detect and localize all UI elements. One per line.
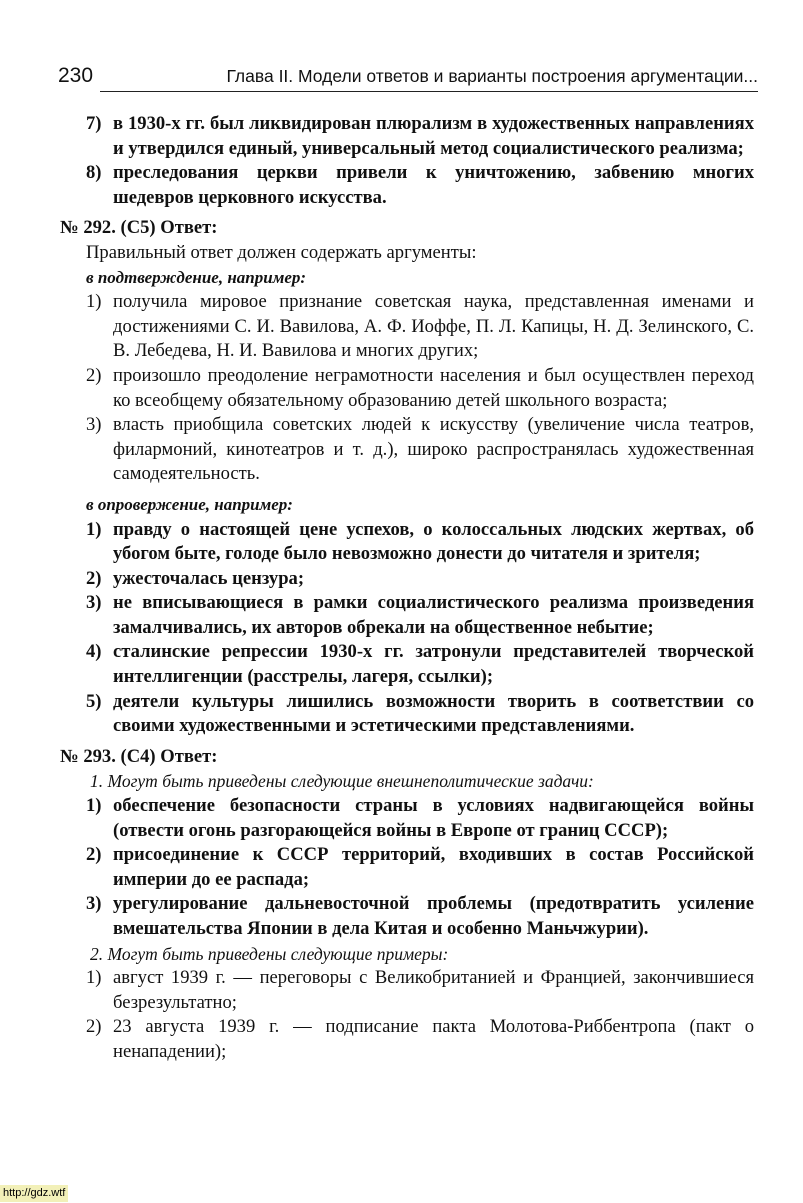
- list-item: 3) урегулирование дальневосточной проблемы (предотвратить усиление вмешательства Японии в дела Китая и особенно Маньчжурии).: [86, 893, 754, 939]
- header-rule: [100, 91, 758, 92]
- page-number: 230: [58, 64, 94, 87]
- confirm-label: в подтверждение, например:: [86, 267, 307, 287]
- list-item: 1) получила мировое признание советская наука, представленная именами и достижениями С. И. Вавилова, А. Ф. Иоффе, П. Л. Капицы, Н. Д. Зелинского, С. В. Лебедева, Н. И. Вавилова и многих других;: [86, 291, 754, 362]
- refute-list: [60, 518, 754, 739]
- list-item: 2) ужесточалась цензура;: [86, 567, 305, 589]
- continued-list: [60, 112, 754, 210]
- list-item: 4) сталинские репрессии 1930-х гг. затронули представителей творческой интеллигенции (расстрелы, лагеря, ссылки);: [86, 641, 754, 688]
- confirm-list: [60, 290, 754, 487]
- page-body: [60, 112, 754, 1065]
- refute-label: в опровержение, например:: [86, 494, 293, 514]
- page-header: [58, 64, 758, 92]
- answer-intro: Правильный ответ должен содержать аргументы:: [86, 241, 477, 263]
- question-293-heading: № 293. (С4) Ответ:: [60, 745, 218, 767]
- part1-list: [60, 794, 754, 942]
- list-item: 2) 23 августа 1939 г. — подписание пакта Молотова-Риббентропа (пакт о ненападении);: [86, 1016, 754, 1062]
- list-item: 1) правду о настоящей цене успехов, о колоссальных людских жертвах, об убогом быте, голоде было невозможно донести до читателя и зрителя;: [86, 518, 754, 565]
- list-item: 2) произошло преодоление неграмотности населения и был осуществлен переход ко всеобщему обязательному образованию детей школьного возраста;: [86, 364, 754, 411]
- list-item: 1) август 1939 г. — переговоры с Великобританией и Францией, закончившиеся безрезультатно;: [86, 967, 754, 1013]
- part1-label: 1. Могут быть приведены следующие внешнеполитические задачи:: [90, 771, 594, 792]
- list-item: 7) в 1930-х гг. был ликвидирован плюрализм в художественных направлениях и утвердился единый, универсальный метод социалистического реализма;: [86, 113, 754, 159]
- source-link[interactable]: http://gdz.wtf: [0, 1185, 68, 1202]
- part2-label: 2. Могут быть приведены следующие примеры:: [90, 943, 449, 964]
- chapter-title: Глава II. Модели ответов и варианты построения аргументации...: [226, 66, 758, 86]
- list-item: 3) власть приобщила советских людей к искусству (увеличение числа театров, филармоний, кинотеатров и т. д.), широко распространялась художественная самодеятельность.: [86, 414, 754, 485]
- list-item: 5) деятели культуры лишились возможности творить в соответствии со своими художественными и эстетическими представлениями.: [86, 690, 754, 737]
- question-292-heading: № 292. (С5) Ответ:: [60, 217, 218, 239]
- list-item: 1) обеспечение безопасности страны в условиях надвигающейся войны (отвести огонь разгорающейся войны в Европе от границ СССР);: [86, 795, 754, 841]
- list-item: 8) преследования церкви привели к уничтожению, забвению многих шедевров церковного искусства.: [86, 162, 754, 208]
- part2-list: [60, 966, 754, 1064]
- list-item: 3) не вписывающиеся в рамки социалистического реализма произведения замалчивались, их авторов обрекали на общественное небытие;: [86, 592, 754, 638]
- list-item: 2) присоединение к СССР территорий, входивших в состав Российской империи до ее распада;: [86, 844, 754, 890]
